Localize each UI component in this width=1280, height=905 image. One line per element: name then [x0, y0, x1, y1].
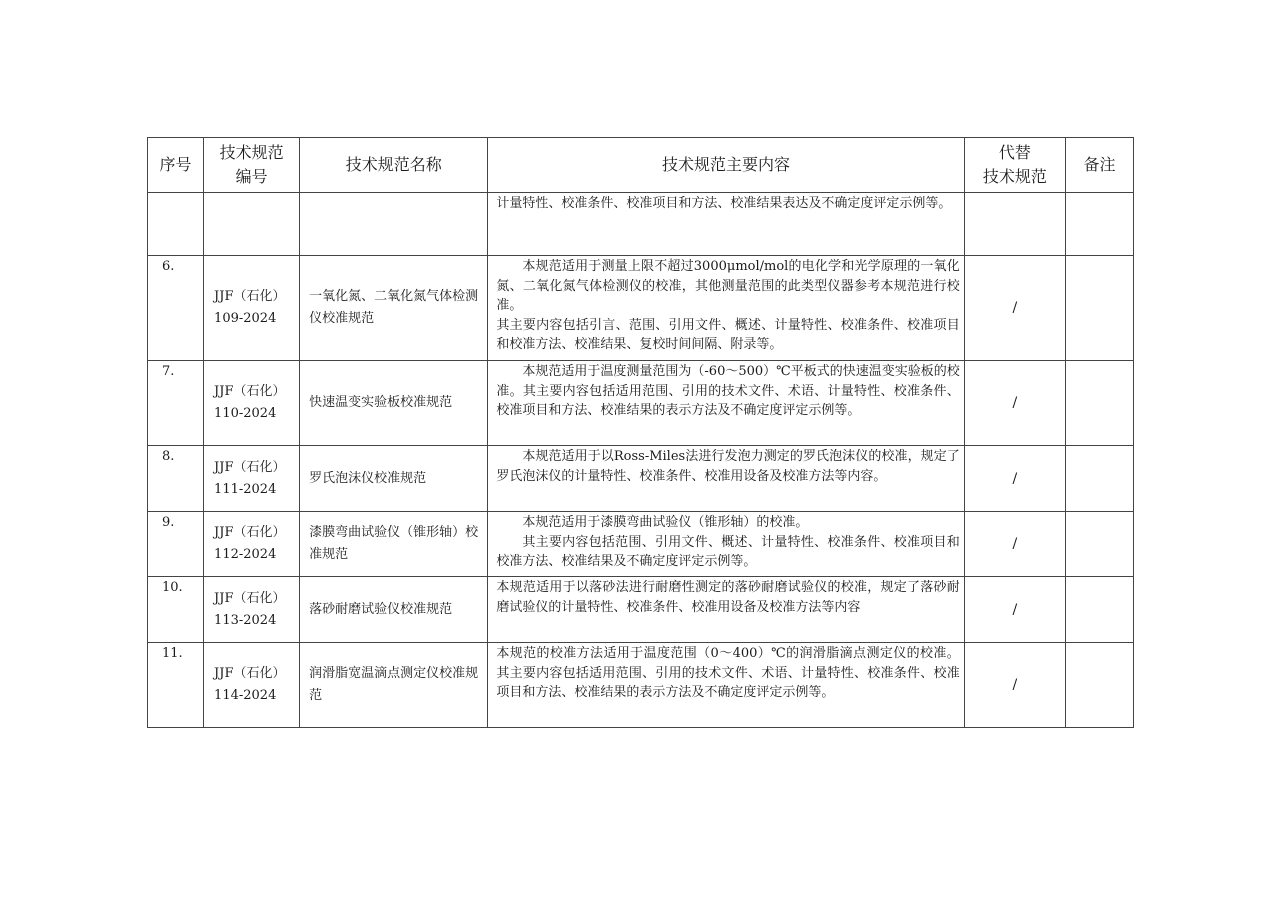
code-line2: 114-2024 — [214, 688, 277, 703]
table-row — [148, 361, 1134, 446]
code-line1: JJF（石化） — [214, 384, 286, 399]
cell-note — [1065, 256, 1133, 361]
cell-code — [204, 256, 300, 361]
content-paragraph-1: 本规范的校准方法适用于温度范围（0～400）℃的润滑脂滴点测定仪的校准。其主要内容包括适用范围、引用的技术文件、术语、计量特性、校准条件、校准项目和方法、校准结果的表示方法及不确定度评定示例等。 — [496, 646, 960, 700]
content-text: 计量特性、校准条件、校准项目和方法、校准结果表达及不确定度评定示例等。 — [496, 196, 952, 211]
table-row-continuation — [148, 193, 1134, 256]
cell-seq: 11. — [148, 643, 204, 728]
cell-code — [204, 193, 300, 256]
cell-content — [488, 361, 964, 446]
header-replace-line2: 技术规范 — [982, 167, 1047, 186]
cell-replace: / — [964, 361, 1065, 446]
code-line2: 112-2024 — [214, 547, 277, 562]
content-paragraph-2: 其主要内容包括引言、范围、引用文件、概述、计量特性、校准条件、校准项目和校准方法、校准结果、复校时间间隔、附录等。 — [496, 317, 960, 352]
header-code-line1: 技术规范 — [219, 143, 284, 162]
header-name: 技术规范名称 — [300, 138, 488, 193]
cell-seq — [148, 193, 204, 256]
header-row — [148, 138, 1134, 193]
code-line2: 113-2024 — [214, 612, 277, 628]
cell-content — [488, 577, 964, 643]
cell-note — [1065, 643, 1133, 728]
cell-code — [204, 643, 300, 728]
content-paragraph-1: 本规范适用于以落砂法进行耐磨性测定的落砂耐磨试验仪的校准，规定了落砂耐磨试验仪的计量特性、校准条件、校准用设备及校准方法等内容 — [496, 580, 960, 615]
code-line2: 111-2024 — [214, 481, 277, 497]
code-line2: 109-2024 — [214, 311, 277, 326]
cell-code — [204, 512, 300, 577]
cell-replace: / — [964, 446, 1065, 512]
table-row — [148, 577, 1134, 643]
cell-content — [488, 643, 964, 728]
cell-code — [204, 361, 300, 446]
header-replace — [964, 138, 1065, 193]
code-line2: 110-2024 — [214, 406, 277, 421]
cell-code — [204, 446, 300, 512]
header-seq: 序号 — [148, 138, 204, 193]
content-paragraph-1: 本规范适用于测量上限不超过3000μmol/mol的电化学和光学原理的一氧化氮、二氧化氮气体检测仪的校准，其他测量范围的此类型仪器参考本规范进行校准。 — [496, 259, 960, 313]
cell-name: 一氧化氮、二氧化氮气体检测仪校准规范 — [300, 256, 488, 361]
header-replace-line1: 代替 — [998, 143, 1031, 162]
content-paragraph-2: 其主要内容包括范围、引用文件、概述、计量特性、校准条件、校准项目和校准方法、校准结果及不确定度评定示例等。 — [496, 534, 960, 569]
table-row — [148, 256, 1134, 361]
table-row — [148, 643, 1134, 728]
cell-name: 漆膜弯曲试验仪（锥形轴）校准规范 — [300, 512, 488, 577]
cell-name — [300, 193, 488, 256]
cell-replace: / — [964, 256, 1065, 361]
cell-note — [1065, 577, 1133, 643]
cell-note — [1065, 512, 1133, 577]
cell-replace — [964, 193, 1065, 256]
cell-seq: 7. — [148, 361, 204, 446]
cell-seq: 8. — [148, 446, 204, 512]
cell-content — [488, 256, 964, 361]
code-line1: JJF（石化） — [214, 459, 286, 475]
cell-content — [488, 193, 964, 256]
cell-note — [1065, 361, 1133, 446]
cell-replace: / — [964, 643, 1065, 728]
cell-name: 罗氏泡沫仪校准规范 — [300, 446, 488, 512]
cell-content — [488, 512, 964, 577]
header-code — [204, 138, 300, 193]
content-paragraph-1: 本规范适用于温度测量范围为（-60～500）℃平板式的快速温变实验板的校准。其主要内容包括适用范围、引用的技术文件、术语、计量特性、校准条件、校准项目和方法、校准结果的表示方法及不确定度评定示例等。 — [496, 364, 960, 418]
cell-content — [488, 446, 964, 512]
table-row — [148, 512, 1134, 577]
cell-code — [204, 577, 300, 643]
cell-note — [1065, 193, 1133, 256]
cell-note — [1065, 446, 1133, 512]
code-line1: JJF（石化） — [214, 666, 286, 681]
header-code-line2: 编号 — [235, 167, 268, 186]
table-row — [148, 446, 1134, 512]
cell-replace: / — [964, 577, 1065, 643]
code-line1: JJF（石化） — [214, 590, 286, 606]
cell-seq: 10. — [148, 577, 204, 643]
cell-name: 落砂耐磨试验仪校准规范 — [300, 577, 488, 643]
header-note: 备注 — [1065, 138, 1133, 193]
content-paragraph-1: 本规范适用于以Ross-Miles法进行发泡力测定的罗氏泡沫仪的校准，规定了罗氏泡沫仪的计量特性、校准条件、校准用设备及校准方法等内容。 — [496, 449, 960, 484]
cell-name: 润滑脂宽温滴点测定仪校准规范 — [300, 643, 488, 728]
content-paragraph-1: 本规范适用于漆膜弯曲试验仪（锥形轴）的校准。 — [522, 515, 809, 530]
cell-replace: / — [964, 512, 1065, 577]
cell-name: 快速温变实验板校准规范 — [300, 361, 488, 446]
code-line1: JJF（石化） — [214, 525, 286, 540]
code-line1: JJF（石化） — [214, 289, 286, 304]
spec-table — [147, 137, 1134, 728]
header-content: 技术规范主要内容 — [488, 138, 964, 193]
cell-seq: 6. — [148, 256, 204, 361]
cell-seq: 9. — [148, 512, 204, 577]
